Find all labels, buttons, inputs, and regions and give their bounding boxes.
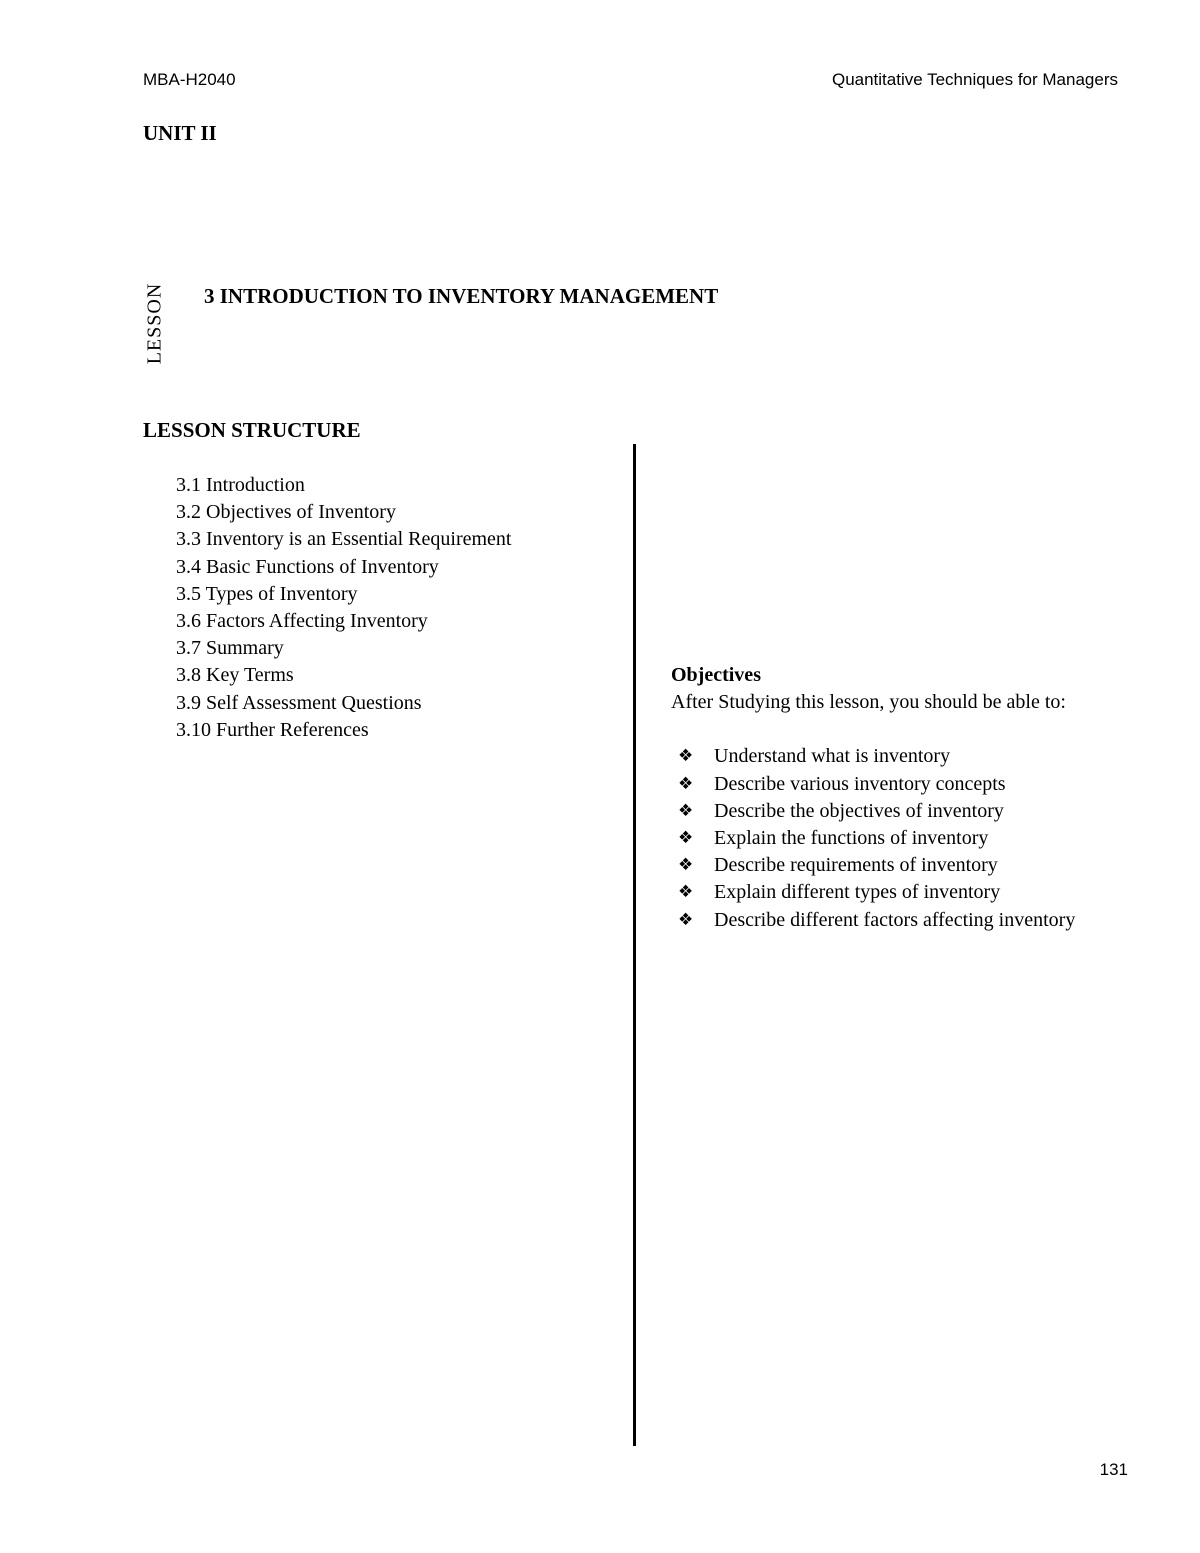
objective-text: Explain the functions of inventory	[714, 827, 989, 850]
diamond-bullet-icon: ❖	[678, 773, 694, 794]
objectives-intro: After Studying this lesson, you should be able to:	[671, 691, 1066, 714]
objectives-section	[671, 662, 1116, 934]
diamond-bullet-icon: ❖	[678, 828, 694, 849]
objective-item	[671, 825, 1116, 852]
toc-item: 3.5 Types of Inventory	[176, 582, 358, 605]
objective-text: Describe the objectives of inventory	[714, 799, 1004, 822]
objective-item	[671, 771, 1116, 798]
unit-title: UNIT II	[143, 121, 217, 145]
diamond-bullet-icon: ❖	[678, 855, 694, 876]
objective-text: Explain different types of inventory	[714, 881, 1001, 904]
toc-item: 3.9 Self Assessment Questions	[176, 691, 422, 714]
toc-item: 3.8 Key Terms	[176, 664, 294, 687]
objective-text: Describe requirements of inventory	[714, 854, 998, 877]
diamond-bullet-icon: ❖	[678, 746, 694, 767]
diamond-bullet-icon: ❖	[678, 800, 694, 821]
toc-item: 3.1 Introduction	[176, 474, 305, 496]
objective-item	[671, 879, 1116, 906]
lesson-vertical-label	[140, 278, 170, 368]
header-course-title: Quantitative Techniques for Managers	[831, 70, 1118, 89]
diamond-bullet-icon: ❖	[678, 882, 694, 903]
objective-text: Understand what is inventory	[714, 745, 951, 768]
objective-item	[671, 852, 1116, 879]
page-number: 131	[1099, 1460, 1128, 1479]
objectives-heading: Objectives	[671, 664, 761, 686]
toc-item: 3.4 Basic Functions of Inventory	[176, 555, 439, 578]
objectives-list	[671, 743, 1116, 933]
objective-text: Describe different factors affecting inventory	[714, 908, 1076, 931]
header-course-code: MBA-H2040	[143, 70, 236, 89]
objective-item	[671, 798, 1116, 825]
objective-text: Describe various inventory concepts	[714, 772, 1006, 795]
objective-item	[671, 907, 1116, 934]
diamond-bullet-icon: ❖	[678, 909, 694, 930]
column-divider	[633, 444, 636, 1446]
lesson-structure-heading: LESSON STRUCTURE	[143, 418, 361, 442]
toc-item: 3.6 Factors Affecting Inventory	[176, 610, 428, 633]
toc-item: 3.2 Objectives of Inventory	[176, 501, 396, 524]
lesson-title: 3 INTRODUCTION TO INVENTORY MANAGEMENT	[204, 284, 719, 308]
lesson-vertical-text: LESSON	[143, 282, 166, 364]
toc-item: 3.7 Summary	[176, 637, 284, 660]
objective-item	[671, 743, 1116, 770]
lesson-structure-list	[176, 472, 511, 744]
toc-item: 3.3 Inventory is an Essential Requirement	[176, 528, 512, 551]
toc-item: 3.10 Further References	[176, 718, 369, 741]
